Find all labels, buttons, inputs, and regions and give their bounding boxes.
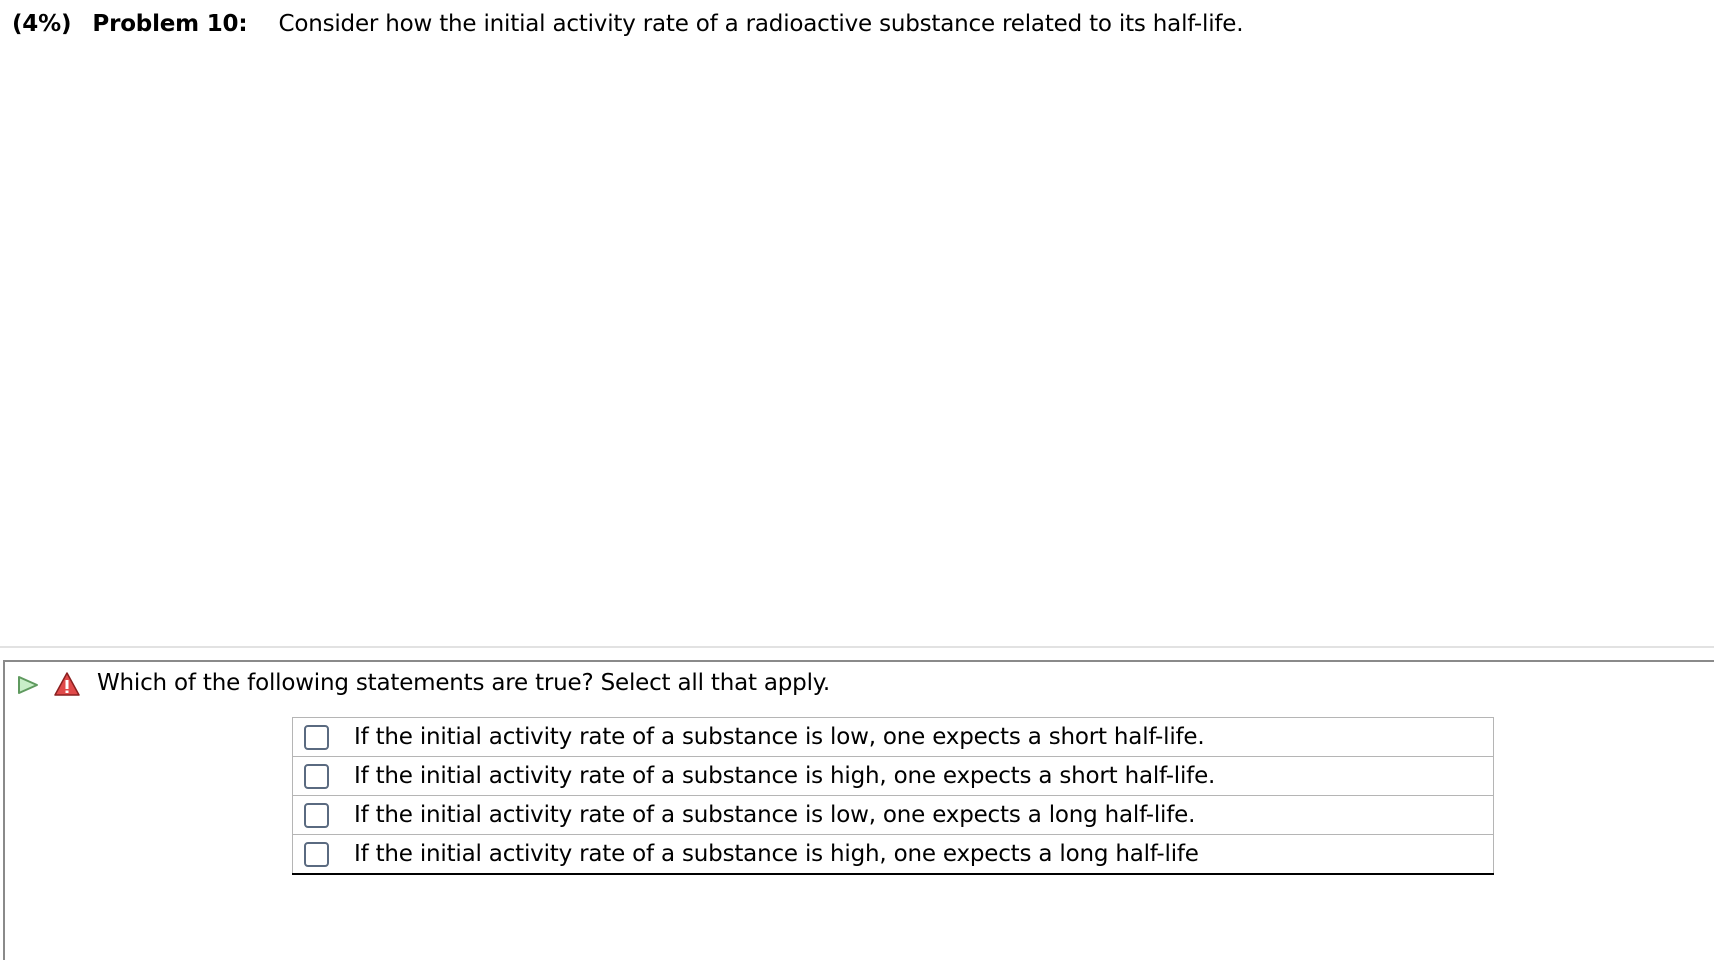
question-panel	[3, 660, 1714, 960]
option-row[interactable]	[293, 718, 1494, 757]
option-checkbox-3[interactable]	[304, 803, 329, 828]
option-label-1[interactable]: If the initial activity rate of a substance is low, one expects a short half-life.	[354, 718, 1494, 757]
problem-header	[12, 11, 1243, 37]
option-label-4[interactable]: If the initial activity rate of a substance is high, one expects a long half-life	[354, 841, 1199, 867]
option-checkbox-2[interactable]	[304, 764, 329, 789]
option-label-3[interactable]: If the initial activity rate of a substance is low, one expects a long half-life.	[354, 796, 1494, 835]
option-checkbox-4[interactable]	[304, 842, 329, 867]
option-row[interactable]	[293, 835, 1494, 875]
option-label-2[interactable]: If the initial activity rate of a substance is high, one expects a short half-life.	[354, 757, 1494, 796]
problem-weight: (4%)	[12, 11, 72, 37]
option-checkbox-1[interactable]	[304, 725, 329, 750]
options-table	[292, 717, 1494, 875]
question-prompt: Which of the following statements are true? Select all that apply.	[97, 670, 831, 696]
option-row[interactable]	[293, 757, 1494, 796]
play-triangle-icon[interactable]	[15, 674, 41, 696]
option-row[interactable]	[293, 796, 1494, 835]
problem-label: Problem 10:	[92, 11, 248, 37]
problem-statement: Consider how the initial activity rate of a radioactive substance related to its half-life.	[278, 11, 1244, 37]
section-divider	[0, 646, 1714, 648]
warning-triangle-icon	[53, 671, 81, 697]
